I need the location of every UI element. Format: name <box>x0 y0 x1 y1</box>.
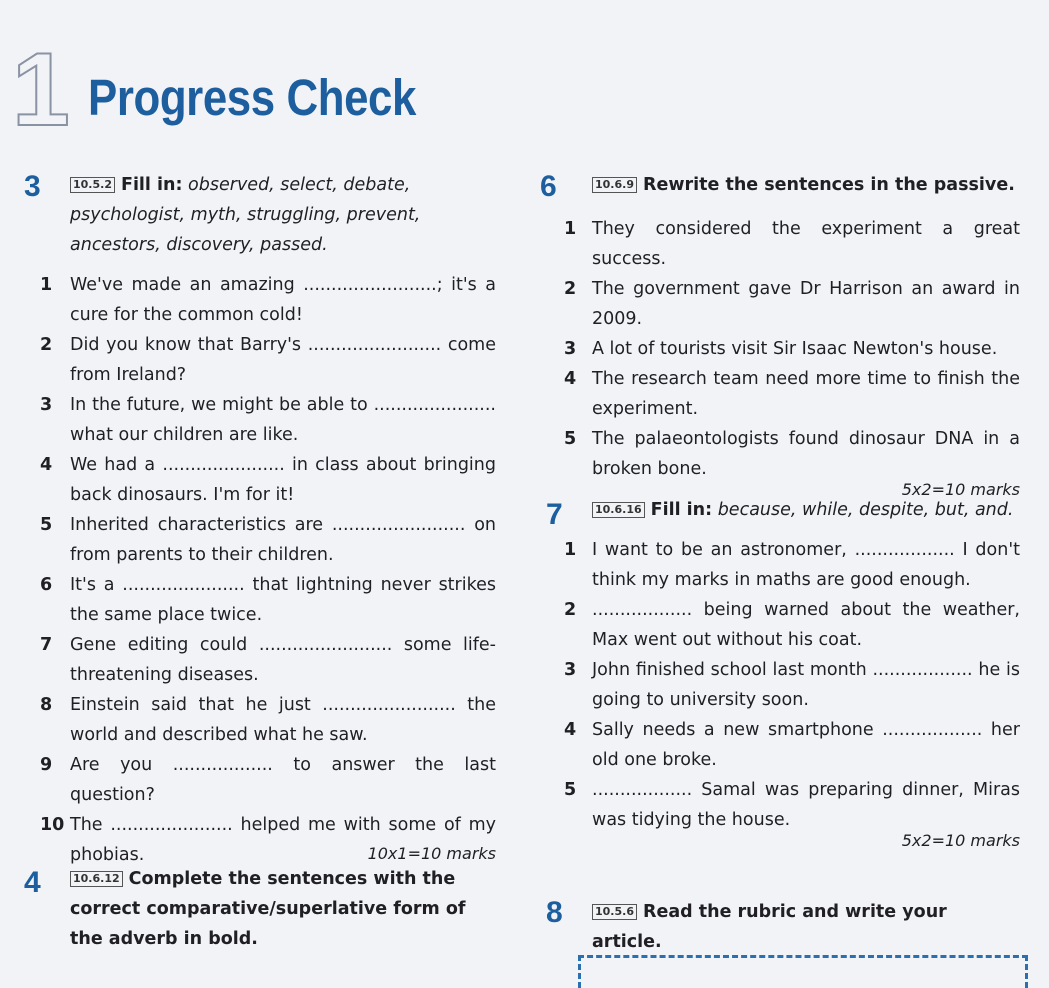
item-text: .................. Samal was preparing dinner, Miras was tidying the house. <box>592 780 1020 830</box>
exercise-item <box>564 655 1020 715</box>
item-text: We've made an amazing ........................; it's a cure for the common cold! <box>70 275 496 325</box>
item-text: A lot of tourists visit Sir Isaac Newton's house. <box>592 339 998 359</box>
exercise-item <box>40 510 496 570</box>
exercise-item <box>40 570 496 630</box>
exercise-7-instruction-lead: Fill in: <box>650 500 713 520</box>
exercise-3-instruction <box>70 170 496 260</box>
exercise-8-number: 8 <box>546 896 563 929</box>
unit-number: 1 <box>12 32 70 148</box>
exercise-3-instruction-lead: Fill in: <box>120 175 183 195</box>
page-title: Progress Check <box>88 69 416 126</box>
exercise-6-instruction-text: Rewrite the sentences in the passive. <box>642 175 1015 195</box>
exercise-6-marks: 5x2=10 marks <box>901 480 1020 499</box>
exercise-3-number: 3 <box>24 170 41 203</box>
item-number: 5 <box>564 780 577 800</box>
item-number: 7 <box>40 635 53 655</box>
item-number: 4 <box>564 369 577 389</box>
exercise-7-instruction <box>592 495 1020 525</box>
item-text: The ...................... helped me with some of my phobias. <box>70 815 496 865</box>
exercise-item <box>564 274 1020 334</box>
item-number: 4 <box>40 455 53 475</box>
exercise-item <box>40 750 496 810</box>
exercise-4 <box>70 864 496 954</box>
item-text: We had a ...................... in class about bringing back dinosaurs. I'm for it! <box>70 455 496 505</box>
item-text: Are you .................. to answer the last question? <box>70 755 496 805</box>
item-number: 10 <box>40 815 65 835</box>
item-text: It's a ...................... that lightning never strikes the same place twice. <box>70 575 496 625</box>
exercise-item <box>40 330 496 390</box>
item-text: I want to be an astronomer, .................. I don't think my marks in maths are good enough. <box>592 540 1020 590</box>
item-number: 1 <box>564 540 577 560</box>
exercise-3-code: 10.5.2 <box>70 177 115 193</box>
item-text: Gene editing could ........................ some life-threatening diseases. <box>70 635 496 685</box>
exercise-item <box>564 334 1020 364</box>
item-number: 2 <box>40 335 53 355</box>
item-number: 5 <box>40 515 53 535</box>
exercise-item <box>40 270 496 330</box>
item-number: 9 <box>40 755 53 775</box>
exercise-6-instruction <box>592 170 1020 200</box>
exercise-3 <box>40 170 496 866</box>
item-text: In the future, we might be able to ...................... what our children are like. <box>70 395 496 445</box>
exercise-3-marks: 10x1=10 marks <box>367 844 496 863</box>
item-text: They considered the experiment a great success. <box>592 219 1020 269</box>
exercise-item <box>564 535 1020 595</box>
exercise-item <box>564 715 1020 775</box>
exercise-6-items <box>564 214 1020 484</box>
item-text: John finished school last month .................. he is going to university soon. <box>592 660 1020 710</box>
exercise-item <box>564 364 1020 424</box>
item-number: 3 <box>564 660 577 680</box>
item-number: 2 <box>564 279 577 299</box>
item-text: The government gave Dr Harrison an award in 2009. <box>592 279 1020 329</box>
item-text: Einstein said that he just ........................ the world and described what he saw. <box>70 695 496 745</box>
exercise-item <box>40 390 496 450</box>
item-text: Sally needs a new smartphone .................. her old one broke. <box>592 720 1020 770</box>
item-number: 3 <box>564 339 577 359</box>
exercise-item <box>564 214 1020 274</box>
exercise-6 <box>564 170 1020 502</box>
item-number: 2 <box>564 600 577 620</box>
item-text: The palaeontologists found dinosaur DNA in a broken bone. <box>592 429 1020 479</box>
exercise-item <box>564 775 1020 835</box>
exercise-7-items <box>564 535 1020 835</box>
exercise-item <box>564 424 1020 484</box>
exercise-3-word-list: observed, select, debate, psychologist, myth, struggling, prevent, ancestors, discovery, passed. <box>70 175 421 255</box>
exercise-6-number: 6 <box>540 170 557 203</box>
exercise-item <box>564 595 1020 655</box>
exercise-item <box>40 630 496 690</box>
exercise-6-code: 10.6.9 <box>592 177 637 193</box>
exercise-8-code: 10.5.6 <box>592 904 637 920</box>
exercise-4-instruction-text: Complete the sentences with the correct comparative/superlative form of the adverb in bold. <box>70 869 466 949</box>
item-number: 1 <box>40 275 53 295</box>
exercise-7-word-list: because, while, despite, but, and. <box>712 500 1014 520</box>
exercise-7-marks: 5x2=10 marks <box>901 831 1020 850</box>
item-number: 1 <box>564 219 577 239</box>
item-text: .................. being warned about the weather, Max went out without his coat. <box>592 600 1020 650</box>
item-number: 5 <box>564 429 577 449</box>
exercise-8-instruction <box>592 897 1020 957</box>
exercise-8-instruction-text: Read the rubric and write your article. <box>592 902 947 952</box>
item-text: Inherited characteristics are ........................ on from parents to their children. <box>70 515 496 565</box>
exercise-item <box>40 450 496 510</box>
exercise-4-number: 4 <box>24 866 41 899</box>
exercise-3-items <box>40 270 496 870</box>
item-number: 4 <box>564 720 577 740</box>
exercise-7-number: 7 <box>546 498 563 531</box>
article-writing-box[interactable] <box>578 955 1028 988</box>
exercise-8 <box>592 897 1020 957</box>
item-number: 8 <box>40 695 53 715</box>
item-number: 3 <box>40 395 53 415</box>
item-text: The research team need more time to finish the experiment. <box>592 369 1020 419</box>
exercise-4-instruction <box>70 864 496 954</box>
exercise-item <box>40 810 496 870</box>
exercise-4-code: 10.6.12 <box>70 871 123 887</box>
exercise-7 <box>564 495 1020 853</box>
item-text: Did you know that Barry's ........................ come from Ireland? <box>70 335 496 385</box>
exercise-7-code: 10.6.16 <box>592 502 645 518</box>
exercise-item <box>40 690 496 750</box>
item-number: 6 <box>40 575 53 595</box>
